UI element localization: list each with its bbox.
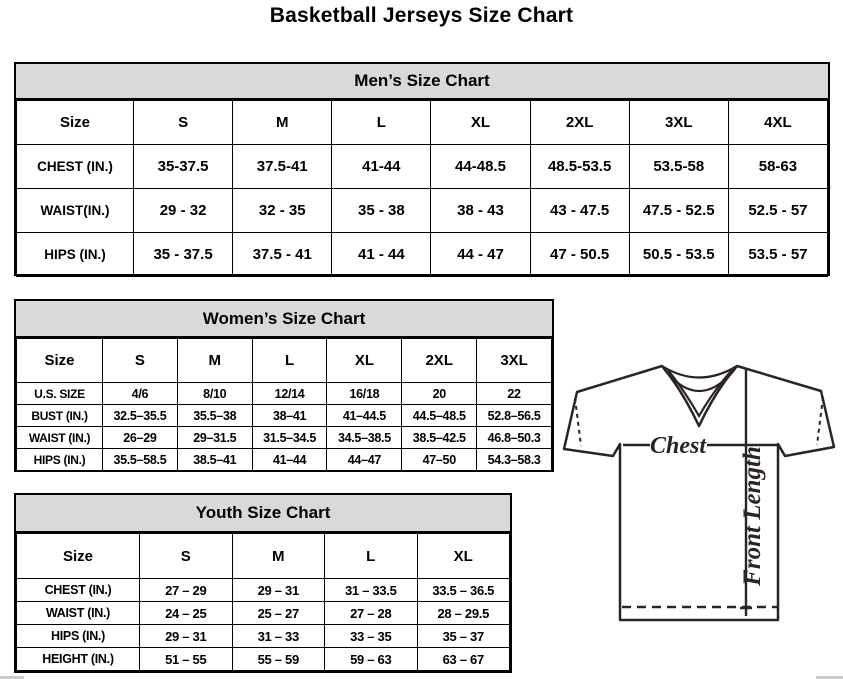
size-col-header: M <box>232 534 325 579</box>
size-value-cell: 20 <box>402 383 477 405</box>
measurement-row <box>17 405 552 427</box>
mens-table-title: Men’s Size Chart <box>16 64 828 100</box>
size-col-header: 2XL <box>402 339 477 383</box>
size-value-cell: 47–50 <box>402 449 477 471</box>
size-value-cell: 35.5–38 <box>177 405 252 427</box>
size-value-cell: 58-63 <box>728 145 827 189</box>
measurement-row <box>17 189 828 233</box>
size-col-header: 3XL <box>477 339 552 383</box>
measurement-row <box>17 579 510 602</box>
size-header-row <box>17 339 552 383</box>
size-value-cell: 4/6 <box>103 383 178 405</box>
size-value-cell: 46.8–50.3 <box>477 427 552 449</box>
chest-label: Chest <box>649 433 707 459</box>
front-length-label: Front Length <box>739 446 766 586</box>
size-value-cell: 38.5–42.5 <box>402 427 477 449</box>
size-value-cell: 27 – 29 <box>140 579 233 602</box>
page-title: Basketball Jerseys Size Chart <box>269 4 574 27</box>
measurement-row <box>17 145 828 189</box>
size-value-cell: 44 - 47 <box>431 233 530 277</box>
size-col-header: S <box>134 101 233 145</box>
size-value-cell: 29–31.5 <box>177 427 252 449</box>
size-value-cell: 35-37.5 <box>134 145 233 189</box>
size-value-cell: 28 – 29.5 <box>417 602 510 625</box>
size-header-row <box>17 101 828 145</box>
size-value-cell: 37.5-41 <box>233 145 332 189</box>
size-value-cell: 29 – 31 <box>232 579 325 602</box>
size-value-cell: 43 - 47.5 <box>530 189 629 233</box>
measurement-row <box>17 625 510 648</box>
size-col-header: M <box>233 101 332 145</box>
mens-table-grid <box>16 100 828 277</box>
size-value-cell: 41–44.5 <box>327 405 402 427</box>
row-label: HIPS (IN.) <box>17 449 103 471</box>
size-col-header: M <box>177 339 252 383</box>
measurement-row <box>17 602 510 625</box>
row-label: U.S. SIZE <box>17 383 103 405</box>
jersey-outline <box>564 366 834 620</box>
measurement-row <box>17 449 552 471</box>
measurement-row <box>17 648 510 671</box>
size-value-cell: 32.5–35.5 <box>103 405 178 427</box>
corner-header: Size <box>17 534 140 579</box>
size-value-cell: 27 – 28 <box>325 602 418 625</box>
row-label: CHEST (IN.) <box>17 145 134 189</box>
row-label: CHEST (IN.) <box>17 579 140 602</box>
size-value-cell: 29 – 31 <box>140 625 233 648</box>
size-value-cell: 25 – 27 <box>232 602 325 625</box>
size-value-cell: 51 – 55 <box>140 648 233 671</box>
size-col-header: XL <box>431 101 530 145</box>
size-col-header: XL <box>417 534 510 579</box>
size-value-cell: 52.8–56.5 <box>477 405 552 427</box>
size-value-cell: 35.5–58.5 <box>103 449 178 471</box>
size-value-cell: 37.5 - 41 <box>233 233 332 277</box>
row-label: WAIST(IN.) <box>17 189 134 233</box>
row-label: WAIST (IN.) <box>17 602 140 625</box>
size-value-cell: 31 – 33 <box>232 625 325 648</box>
row-label: WAIST (IN.) <box>17 427 103 449</box>
size-header-row <box>17 534 510 579</box>
size-value-cell: 31 – 33.5 <box>325 579 418 602</box>
size-value-cell: 12/14 <box>252 383 327 405</box>
size-value-cell: 24 – 25 <box>140 602 233 625</box>
size-col-header: XL <box>327 339 402 383</box>
youth-size-table <box>14 493 512 673</box>
youth-table-grid <box>16 533 510 671</box>
size-value-cell: 34.5–38.5 <box>327 427 402 449</box>
size-col-header: 2XL <box>530 101 629 145</box>
size-value-cell: 22 <box>477 383 552 405</box>
size-value-cell: 33 – 35 <box>325 625 418 648</box>
size-value-cell: 44.5–48.5 <box>402 405 477 427</box>
size-value-cell: 31.5–34.5 <box>252 427 327 449</box>
size-value-cell: 33.5 – 36.5 <box>417 579 510 602</box>
size-value-cell: 41-44 <box>332 145 431 189</box>
size-value-cell: 48.5-53.5 <box>530 145 629 189</box>
size-value-cell: 26–29 <box>103 427 178 449</box>
size-value-cell: 8/10 <box>177 383 252 405</box>
size-value-cell: 54.3–58.3 <box>477 449 552 471</box>
mens-size-table <box>14 62 830 276</box>
size-value-cell: 47.5 - 52.5 <box>629 189 728 233</box>
row-label: HIPS (IN.) <box>17 233 134 277</box>
size-value-cell: 41–44 <box>252 449 327 471</box>
size-value-cell: 41 - 44 <box>332 233 431 277</box>
womens-size-table <box>14 299 554 472</box>
size-value-cell: 16/18 <box>327 383 402 405</box>
size-value-cell: 32 - 35 <box>233 189 332 233</box>
youth-table-title: Youth Size Chart <box>16 495 510 533</box>
size-col-header: 3XL <box>629 101 728 145</box>
size-value-cell: 53.5 - 57 <box>728 233 827 277</box>
size-value-cell: 29 - 32 <box>134 189 233 233</box>
size-value-cell: 38 - 43 <box>431 189 530 233</box>
size-value-cell: 35 - 38 <box>332 189 431 233</box>
womens-table-title: Women’s Size Chart <box>16 301 552 338</box>
corner-header: Size <box>17 339 103 383</box>
size-col-header: S <box>103 339 178 383</box>
size-value-cell: 35 – 37 <box>417 625 510 648</box>
corner-header: Size <box>17 101 134 145</box>
size-col-header: L <box>332 101 431 145</box>
size-value-cell: 50.5 - 53.5 <box>629 233 728 277</box>
size-value-cell: 55 – 59 <box>232 648 325 671</box>
size-col-header: L <box>252 339 327 383</box>
size-col-header: L <box>325 534 418 579</box>
womens-table-grid <box>16 338 552 471</box>
size-value-cell: 52.5 - 57 <box>728 189 827 233</box>
size-col-header: 4XL <box>728 101 827 145</box>
size-value-cell: 44–47 <box>327 449 402 471</box>
size-value-cell: 44-48.5 <box>431 145 530 189</box>
size-value-cell: 53.5-58 <box>629 145 728 189</box>
size-value-cell: 38.5–41 <box>177 449 252 471</box>
size-value-cell: 47 - 50.5 <box>530 233 629 277</box>
measurement-row <box>17 427 552 449</box>
size-value-cell: 38–41 <box>252 405 327 427</box>
row-label: HIPS (IN.) <box>17 625 140 648</box>
measurement-row <box>17 383 552 405</box>
size-value-cell: 35 - 37.5 <box>134 233 233 277</box>
size-value-cell: 59 – 63 <box>325 648 418 671</box>
row-label: BUST (IN.) <box>17 405 103 427</box>
size-value-cell: 63 – 67 <box>417 648 510 671</box>
row-label: HEIGHT (IN.) <box>17 648 140 671</box>
jersey-measurement-diagram <box>556 356 842 648</box>
size-col-header: S <box>140 534 233 579</box>
measurement-row <box>17 233 828 277</box>
